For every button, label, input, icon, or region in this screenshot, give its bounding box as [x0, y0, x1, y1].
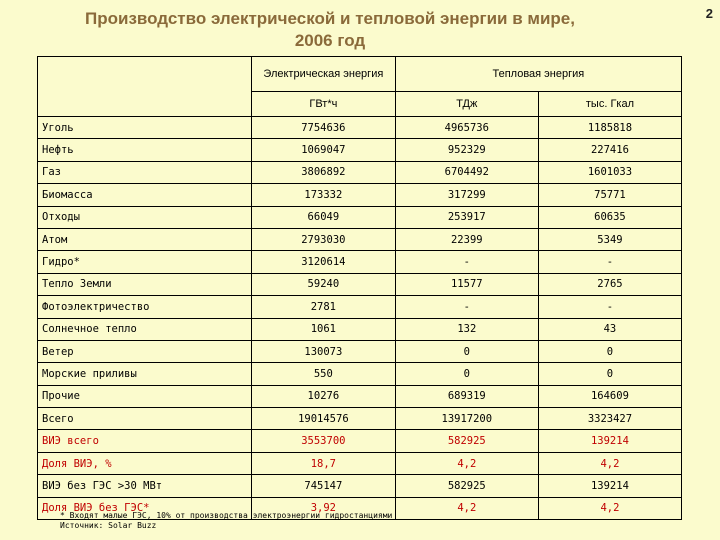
title-line-1: Производство электрической и тепловой энергии в мире, — [85, 9, 575, 28]
row-label: Атом — [38, 228, 252, 250]
row-value: 139214 — [538, 430, 681, 452]
row-value: 3323427 — [538, 408, 681, 430]
unit-gwh: ГВт*ч — [252, 92, 396, 117]
header-thermal: Тепловая энергия — [395, 57, 681, 92]
row-label: Доля ВИЭ без ГЭС* — [38, 497, 252, 519]
row-value: 3120614 — [252, 251, 396, 273]
row-value: 4,2 — [538, 497, 681, 519]
row-value: 0 — [538, 363, 681, 385]
table-corner — [38, 57, 252, 117]
row-value: 4,2 — [395, 452, 538, 474]
row-label: Ветер — [38, 340, 252, 362]
row-value: 0 — [395, 340, 538, 362]
row-value: 139214 — [538, 475, 681, 497]
row-label: Морские приливы — [38, 363, 252, 385]
row-value: 3553700 — [252, 430, 396, 452]
row-value: 7754636 — [252, 117, 396, 139]
row-value: 43 — [538, 318, 681, 340]
row-label: Гидро* — [38, 251, 252, 273]
header-electric: Электрическая энергия — [252, 57, 396, 92]
row-value: 3,92 — [252, 497, 396, 519]
row-value: 19014576 — [252, 408, 396, 430]
row-value: 10276 — [252, 385, 396, 407]
row-value: - — [395, 296, 538, 318]
row-value: 550 — [252, 363, 396, 385]
row-value: 1601033 — [538, 161, 681, 183]
page-title — [60, 8, 600, 52]
row-value: 317299 — [395, 184, 538, 206]
row-value: 3806892 — [252, 161, 396, 183]
row-label: Солнечное тепло — [38, 318, 252, 340]
row-label: Газ — [38, 161, 252, 183]
row-value: 2781 — [252, 296, 396, 318]
table-row — [38, 139, 682, 161]
row-label: Тепло Земли — [38, 273, 252, 295]
table-row — [38, 430, 682, 452]
row-value: 227416 — [538, 139, 681, 161]
table-row — [38, 206, 682, 228]
row-value: 1069047 — [252, 139, 396, 161]
table-row — [38, 408, 682, 430]
row-label: Нефть — [38, 139, 252, 161]
table-row — [38, 363, 682, 385]
row-value: 4,2 — [395, 497, 538, 519]
title-line-2: 2006 год — [294, 31, 366, 50]
table-row — [38, 475, 682, 497]
row-value: 60635 — [538, 206, 681, 228]
table-row — [38, 452, 682, 474]
table-row — [38, 296, 682, 318]
row-label: Биомасса — [38, 184, 252, 206]
row-value: 11577 — [395, 273, 538, 295]
row-label: ВИЭ без ГЭС >30 МВт — [38, 475, 252, 497]
row-value: 689319 — [395, 385, 538, 407]
source-note: Источник: Solar Buzz — [60, 521, 157, 530]
row-value: 66049 — [252, 206, 396, 228]
row-value: 22399 — [395, 228, 538, 250]
row-label: Прочие — [38, 385, 252, 407]
row-value: 130073 — [252, 340, 396, 362]
row-value: 164609 — [538, 385, 681, 407]
row-value: 2793030 — [252, 228, 396, 250]
row-value: 253917 — [395, 206, 538, 228]
row-value: 4,2 — [538, 452, 681, 474]
row-value: 1061 — [252, 318, 396, 340]
row-label: Всего — [38, 408, 252, 430]
footnote: * Входят малые ГЭС, 10% от производства электроэнергии гидростанциями — [60, 511, 393, 520]
row-value: 5349 — [538, 228, 681, 250]
table-row — [38, 385, 682, 407]
energy-table — [37, 56, 682, 520]
row-label: ВИЭ всего — [38, 430, 252, 452]
unit-gcal: тыс. Гкал — [538, 92, 681, 117]
row-value: 745147 — [252, 475, 396, 497]
footnote-block — [60, 511, 392, 531]
row-label: Уголь — [38, 117, 252, 139]
row-value: 6704492 — [395, 161, 538, 183]
page-number: 2 — [705, 6, 713, 21]
row-value: 0 — [538, 340, 681, 362]
row-label: Доля ВИЭ, % — [38, 452, 252, 474]
row-value: 75771 — [538, 184, 681, 206]
row-value: 4965736 — [395, 117, 538, 139]
row-value: 1185818 — [538, 117, 681, 139]
table-row — [38, 251, 682, 273]
row-value: 952329 — [395, 139, 538, 161]
row-label: Фотоэлектричество — [38, 296, 252, 318]
row-value: 59240 — [252, 273, 396, 295]
row-value: - — [538, 296, 681, 318]
row-value: 18,7 — [252, 452, 396, 474]
row-value: 0 — [395, 363, 538, 385]
row-label: Отходы — [38, 206, 252, 228]
table-row — [38, 273, 682, 295]
row-value: 2765 — [538, 273, 681, 295]
row-value: 13917200 — [395, 408, 538, 430]
unit-tj: ТДж — [395, 92, 538, 117]
row-value: - — [395, 251, 538, 273]
table-row — [38, 184, 682, 206]
row-value: - — [538, 251, 681, 273]
row-value: 132 — [395, 318, 538, 340]
table-body — [38, 117, 682, 520]
table-row — [38, 117, 682, 139]
row-value: 582925 — [395, 475, 538, 497]
table-row — [38, 161, 682, 183]
table-row — [38, 318, 682, 340]
row-value: 173332 — [252, 184, 396, 206]
table-row — [38, 228, 682, 250]
row-value: 582925 — [395, 430, 538, 452]
table-row — [38, 340, 682, 362]
